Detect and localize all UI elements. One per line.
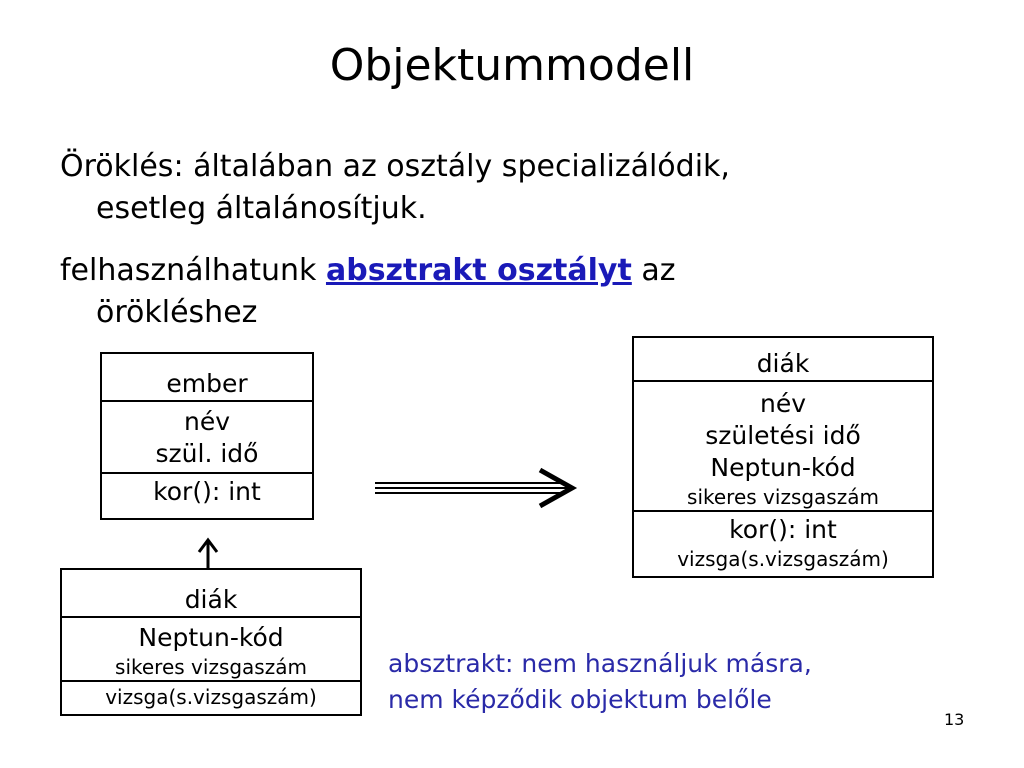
bullet-line: Öröklés: általában az osztály specializálódik, (60, 149, 730, 184)
note-line: nem képződik objektum belőle (388, 685, 772, 714)
page-number: 13 (944, 710, 965, 729)
attribute: születési idő (705, 421, 861, 450)
slide-title: Objektummodell (329, 40, 695, 91)
class-name: diák (756, 349, 810, 378)
attribute: név (759, 389, 807, 418)
bullet-prefix: felhasználhatunk (60, 253, 317, 288)
class-name: diák (184, 585, 238, 614)
bullet-line: örökléshez (96, 295, 258, 330)
attribute: sikeres vizsgaszám (115, 655, 307, 679)
attribute: Neptun-kód (138, 623, 284, 652)
abstract-note (388, 646, 812, 718)
attribute: Neptun-kód (710, 453, 856, 482)
bullet-line: esetleg általánosítjuk. (96, 191, 427, 226)
bullet-suffix: az (641, 253, 676, 288)
method: vizsga(s.vizsgaszám) (677, 547, 889, 571)
attribute: szül. idő (155, 439, 259, 468)
transformation-arrow (375, 470, 572, 506)
attribute: név (183, 407, 231, 436)
abstract-class-link[interactable]: absztrakt osztályt (325, 253, 632, 288)
class-method: kor(): int (102, 472, 312, 518)
method: kor(): int (729, 515, 837, 544)
note-line: absztrakt: nem használjuk másra, (388, 649, 812, 678)
class-name: ember (166, 369, 248, 398)
attribute: sikeres vizsgaszám (687, 485, 879, 509)
inheritance-arrow (199, 540, 217, 568)
class-method: vizsga(s.vizsgaszám) (62, 680, 360, 714)
